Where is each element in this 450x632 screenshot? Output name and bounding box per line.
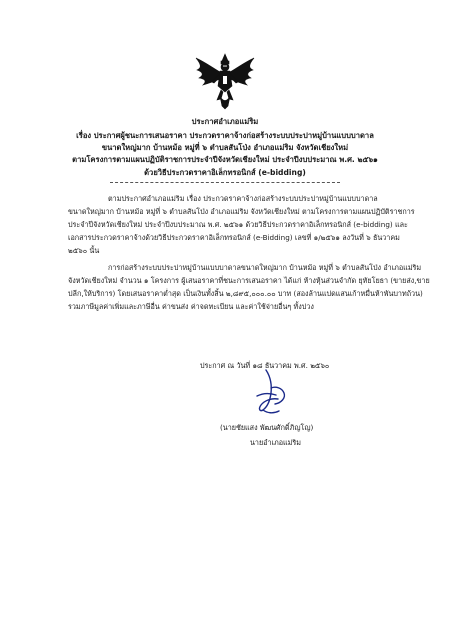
garuda-emblem-icon xyxy=(193,52,257,110)
separator-line xyxy=(110,182,340,183)
signatory-name: (นายชัยแสง พัฒนศักดิ์ภิญโญ) xyxy=(220,423,314,432)
paragraph-1-line-2: ขนาดใหญ่มาก บ้านหม้อ หมู่ที่ ๖ ตำบลสันโป่ง อำเภอแม่ริม จังหวัดเชียงใหม่ ตามโครงการตามแผนปฏิบัติราชการ xyxy=(68,207,415,216)
paragraph-2-line-3: ปลีก,ให้บริการ) โดยเสนอราคาต่ำสุด เป็นเงินทั้งสิ้น ๒,๘๙๕,๐๐๐.๐๐ บาท (สองล้านแปดแสนเก้าหมื่นห้าพันบาทถ้วน) xyxy=(68,289,423,298)
subject-line-4: ด้วยวิธีประกวดราคาอิเล็กทรอนิกส์ (e-bidding) xyxy=(144,168,306,177)
subject-line-3: ตามโครงการตามแผนปฏิบัติราชการประจำปีจังหวัดเชียงใหม่ ประจำปีงบประมาณ พ.ศ. ๒๕๖๑ xyxy=(72,155,378,164)
document-heading: ประกาศอำเภอแม่ริม xyxy=(191,117,259,126)
paragraph-2-line-1: การก่อสร้างระบบประปาหมู่บ้านแบบบาดาลขนาดใหญ่มาก บ้านหม้อ หมู่ที่ ๖ ตำบลสันโป่ง อำเภอแม่ริม xyxy=(108,263,422,272)
handwritten-signature xyxy=(252,366,290,416)
paragraph-1-line-5: ๒๕๖๐ นั้น xyxy=(68,246,100,255)
subject-line-2: ขนาดใหญ่มาก บ้านหม้อ หมู่ที่ ๖ ตำบลสันโป่ง อำเภอแม่ริม จังหวัดเชียงใหม่ xyxy=(101,143,349,152)
paragraph-1-line-4: เอกสารประกวดราคาจ้างด้วยวิธีประกวดราคาอิเล็กทรอนิกส์ (e-Bidding) เลขที่ ๑/๒๕๖๑ ลงวันที่ ๖ ธันวาคม xyxy=(68,233,400,242)
paragraph-1-line-3: ประจำปีจังหวัดเชียงใหม่ ประจำปีงบประมาณ พ.ศ. ๒๕๖๑ ด้วยวิธีประกวดราคาอิเล็กทรอนิกส์ (e-bidding) และ xyxy=(68,220,408,229)
subject-line-1: เรื่อง ประกาศผู้ชนะการเสนอราคา ประกวดราคาจ้างก่อสร้างระบบประปาหมู่บ้านแบบบาดาล xyxy=(76,131,374,140)
signatory-position: นายอำเภอแม่ริม xyxy=(250,438,301,447)
paragraph-1-line-1: ตามประกาศอำเภอแม่ริม เรื่อง ประกวดราคาจ้างก่อสร้างระบบประปาหมู่บ้านแบบบาดาล xyxy=(108,194,378,203)
announcement-date: ประกาศ ณ วันที่ ๑๘ ธันวาคม พ.ศ. ๒๕๖๐ xyxy=(200,361,330,370)
paragraph-2-line-4: รวมภาษีมูลค่าเพิ่มและภาษีอื่น ค่าขนส่ง ค่าจดทะเบียน และค่าใช้จ่ายอื่นๆ ทั้งปวง xyxy=(68,302,314,311)
paragraph-2-line-2: จังหวัดเชียงใหม่ จำนวน ๑ โครงการ ผู้เสนอราคาที่ชนะการเสนอราคา ได้แก่ ห้างหุ้นส่วนจำกัด ยุทัยโยธา (ขายส่ง,ขาย xyxy=(68,276,430,285)
